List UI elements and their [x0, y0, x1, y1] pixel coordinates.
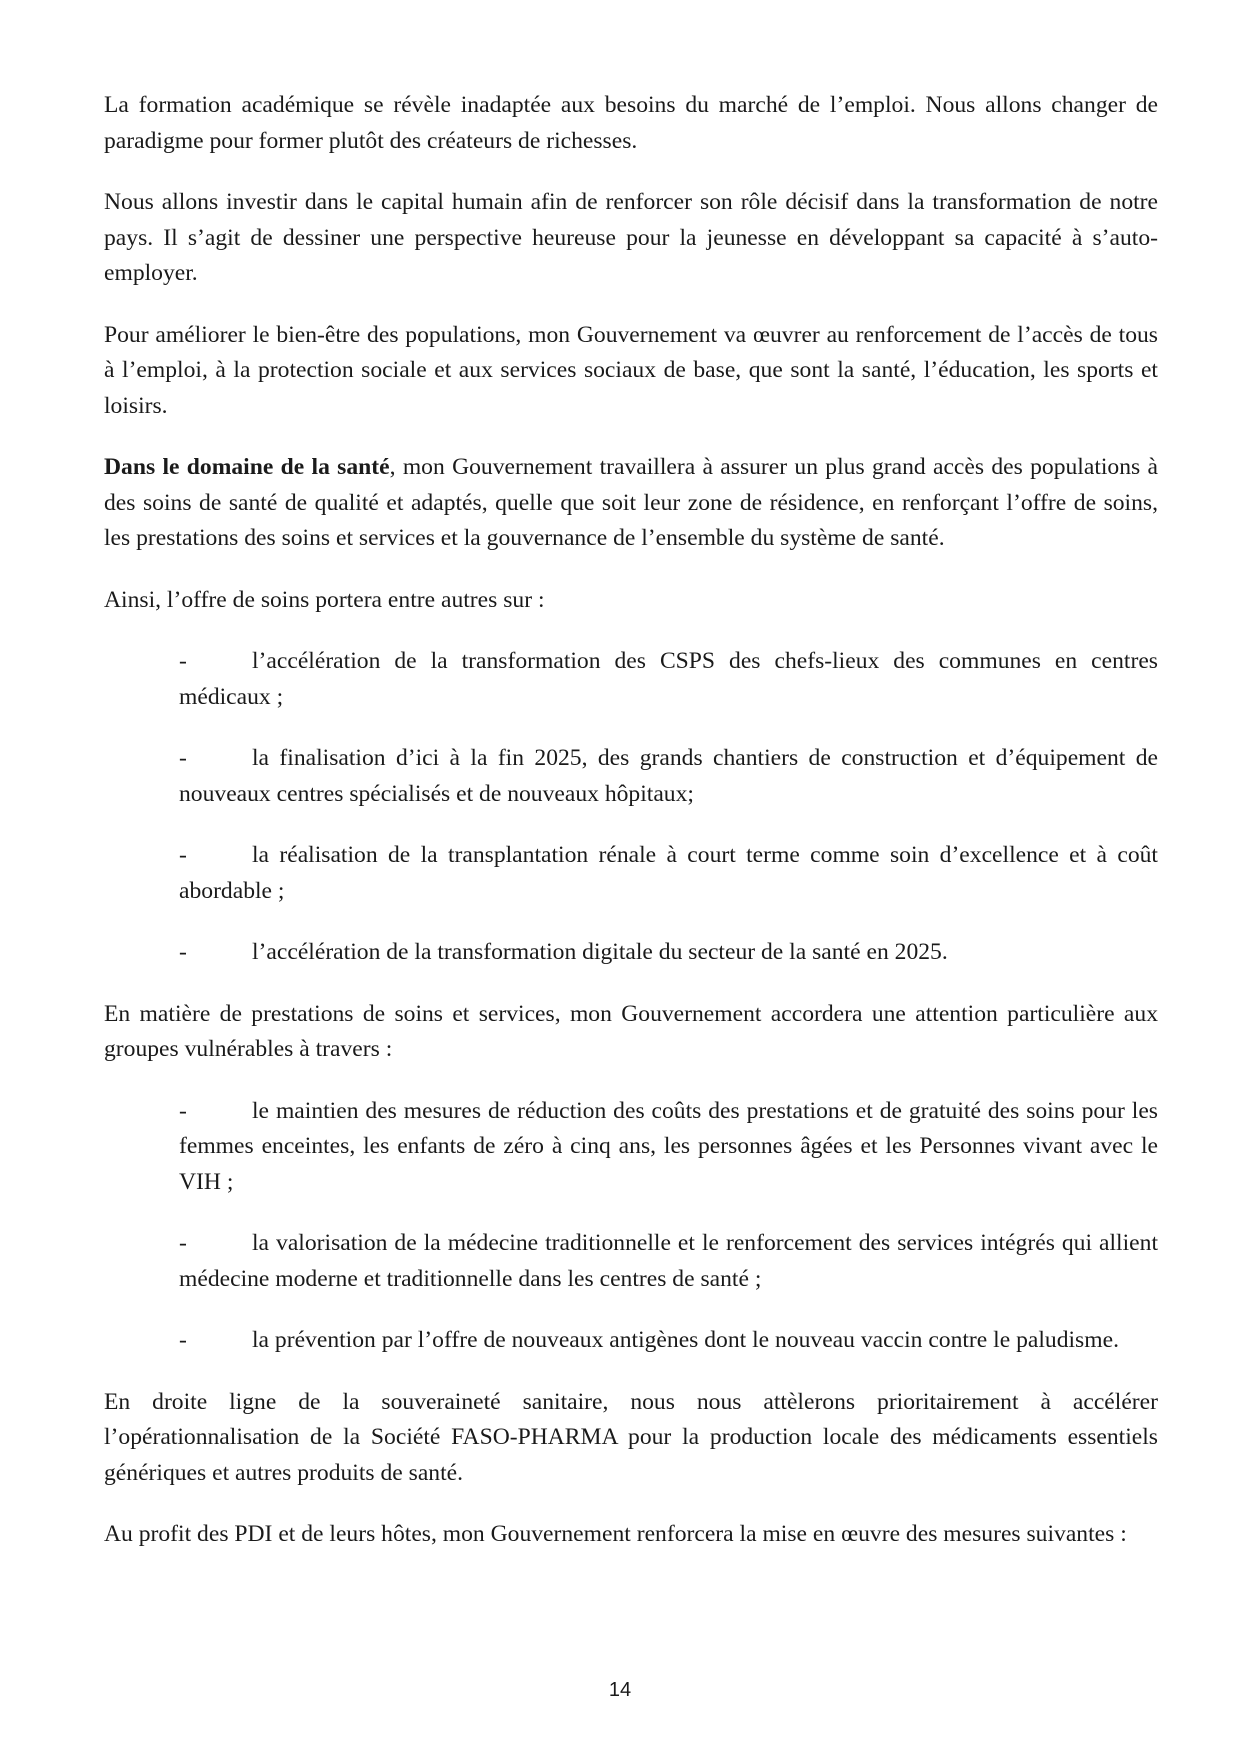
list-item [179, 838, 1158, 909]
page-number: 14 [608, 1679, 632, 1701]
list-item [179, 1323, 1158, 1359]
list-item [179, 1226, 1158, 1297]
offre-list [104, 644, 1158, 971]
list-item [179, 1094, 1158, 1201]
dash-bullet: - [179, 1327, 187, 1353]
list-item [179, 644, 1158, 715]
dash-bullet: - [179, 842, 187, 868]
dash-bullet: - [179, 648, 187, 674]
list-item-text: l’accélération de la transformation des CSPS des chefs-lieux des communes en centres médicaux ; [179, 648, 1158, 710]
list-item-text: la réalisation de la transplantation rénale à court terme comme soin d’excellence et à coût abordable ; [179, 842, 1158, 904]
paragraph-sante [104, 450, 1158, 557]
list-item-text: la prévention par l’offre de nouveaux antigènes dont le nouveau vaccin contre le paludisme. [252, 1327, 1119, 1353]
paragraph-capital-humain: Nous allons investir dans le capital humain afin de renforcer son rôle décisif dans la transformation de notre pays. Il s’agit de dessiner une perspective heureuse pour la jeunesse en développant sa capacité à s’auto-employer. [104, 189, 1158, 286]
paragraph-bien-etre: Pour améliorer le bien-être des populations, mon Gouvernement va œuvrer au renforcement de l’accès de tous à l’emploi, à la protection sociale et aux services sociaux de base, que sont la santé, l’éducation, les sports et loisirs. [104, 321, 1158, 419]
document-page [104, 88, 1158, 1579]
list-item-text: l’accélération de la transformation digitale du secteur de la santé en 2025. [252, 939, 948, 965]
paragraph-sante-text: , mon Gouvernement travaillera à assurer un plus grand accès des populations à des soins de santé de qualité et adaptés, quelle que soit leur zone de résidence, en renforçant l’offre de soins, les prestations des soins et services et la gouvernance de l’ensemble du système de santé. [104, 454, 1158, 551]
dash-bullet: - [179, 745, 187, 771]
paragraph-prestations-intro: En matière de prestations de soins et services, mon Gouvernement accordera une attention particulière aux groupes vulnérables à travers : [104, 1000, 1158, 1062]
dash-bullet: - [179, 1097, 187, 1124]
list-item [179, 741, 1158, 812]
list-item [179, 935, 1158, 971]
list-item-text: la finalisation d’ici à la fin 2025, des grands chantiers de construction et d’équipement de nouveaux centres spécialisés et de nouveaux hôpitaux; [179, 745, 1158, 807]
paragraph-pdi: Au profit des PDI et de leurs hôtes, mon Gouvernement renforcera la mise en œuvre des mesures suivantes : [104, 1521, 1127, 1547]
prestations-list [104, 1094, 1158, 1359]
dash-bullet: - [179, 1230, 187, 1256]
paragraph-offre-intro: Ainsi, l’offre de soins portera entre autres sur : [104, 586, 545, 613]
paragraph-faso-pharma: En droite ligne de la souveraineté sanitaire, nous nous attèlerons prioritairement à accélérer l’opérationnalisation de la Société FASO-PHARMA pour la production locale des médicaments essentiels génériques et autres produits de santé. [104, 1388, 1158, 1486]
paragraph-formation: La formation académique se révèle inadaptée aux besoins du marché de l’emploi. Nous allons changer de paradigme pour former plutôt des créateurs de richesses. [104, 92, 1158, 154]
dash-bullet: - [179, 939, 187, 965]
paragraph-sante-heading: Dans le domaine de la santé [104, 454, 390, 480]
list-item-text: la valorisation de la médecine traditionnelle et le renforcement des services intégrés qui allient médecine moderne et traditionnelle dans les centres de santé ; [179, 1230, 1158, 1292]
list-item-text: le maintien des mesures de réduction des coûts des prestations et de gratuité des soins pour les femmes enceintes, les enfants de zéro à cinq ans, les personnes âgées et les Personnes vivant avec le VIH ; [179, 1097, 1158, 1195]
